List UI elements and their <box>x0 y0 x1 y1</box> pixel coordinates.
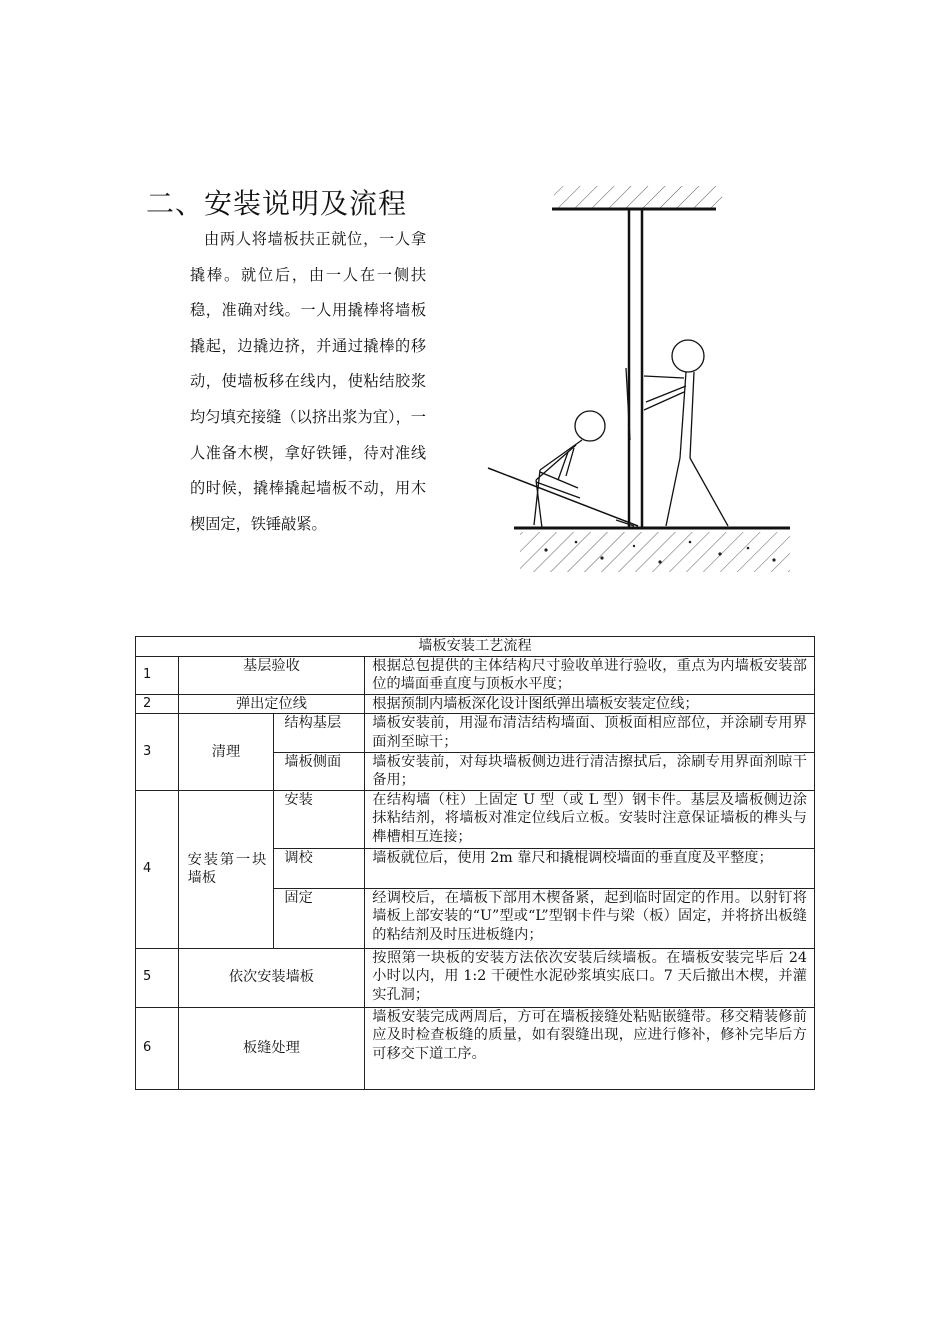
step-name: 板缝处理 <box>178 1007 365 1089</box>
step-description: 墙板就位后，使用 2m 靠尺和撬棍调校墙面的垂直度及平整度； <box>365 848 815 888</box>
ceiling-slab <box>554 186 722 208</box>
sub-step-name: 结构基层 <box>274 714 365 752</box>
step-description: 经调校后，在墙板下部用木楔备紧，起到临时固定的作用。以射钉将墙板上部安装的“U”型或“L”型钢卡件与梁（板）固定，并将挤出板缝的粘结剂及时压进板缝内； <box>365 888 815 948</box>
table-row <box>136 948 815 1007</box>
step-name: 基层验收 <box>178 656 365 694</box>
step-number: 6 <box>136 1007 179 1089</box>
crouching-worker <box>534 411 605 528</box>
step-number: 2 <box>136 694 179 714</box>
step-number: 3 <box>136 714 179 790</box>
floor-slab <box>520 532 790 572</box>
step-description: 按照第一块板的安装方法依次安装后续墙板。在墙板安装完毕后 24 小时以内，用 1:2 干硬性水泥砂浆填实底口。7 天后撤出木楔，并灌实孔洞； <box>365 948 815 1007</box>
sub-step-name: 安装 <box>274 790 365 848</box>
table-title: 墙板安装工艺流程 <box>136 637 815 657</box>
step-name: 安装第一块墙板 <box>178 790 274 948</box>
table-title-row <box>136 637 815 657</box>
step-name: 依次安装墙板 <box>178 948 365 1007</box>
table-row <box>136 694 815 714</box>
step-number: 5 <box>136 948 179 1007</box>
table-row <box>136 714 815 752</box>
section-heading: 二、安装说明及流程 <box>146 187 408 220</box>
step-description: 墙板安装前，对每块墙板侧边进行清洁擦拭后，涂刷专用界面剂晾干备用； <box>365 752 815 790</box>
table-row <box>136 656 815 694</box>
sub-step-name: 调校 <box>274 848 365 888</box>
step-name: 清理 <box>178 714 274 790</box>
sub-step-name: 墙板侧面 <box>274 752 365 790</box>
crowbar <box>488 468 638 526</box>
step-description: 在结构墙（柱）上固定 U 型（或 L 型）钢卡件。基层及墙板侧边涂抹粘结剂，将墙板对准定位线后立板。安装时注意保证墙板的榫头与榫槽相互连接； <box>365 790 815 848</box>
step-name: 弹出定位线 <box>178 694 365 714</box>
table-row <box>136 1007 815 1089</box>
install-process-table <box>135 636 815 1090</box>
step-description: 根据预制内墙板深化设计图纸弹出墙板安装定位线； <box>365 694 815 714</box>
table-row <box>136 790 815 848</box>
install-description: 由两人将墙板扶正就位，一人拿撬棒。就位后，由一人在一侧扶稳，准确对线。一人用撬棒将墙板撬起，边撬边挤，并通过撬棒的移动，使墙板移在线内，使粘结胶浆均匀填充接缝（以挤出浆为宜），一人准备木楔，拿好铁锤，待对准线的时候，撬棒撬起墙板不动，用木楔固定，铁锤敲紧。 <box>190 230 426 533</box>
step-description: 墙板安装前，用湿布清洁结构墙面、顶板面相应部位，并涂刷专用界面剂至晾干； <box>365 714 815 752</box>
step-number: 1 <box>136 656 179 694</box>
step-description: 根据总包提供的主体结构尺寸验收单进行验收，重点为内墙板安装部位的墙面垂直度与顶板水平度； <box>365 656 815 694</box>
sub-step-name: 固定 <box>274 888 365 948</box>
installation-illustration <box>484 180 794 580</box>
step-description: 墙板安装完成两周后，方可在墙板接缝处粘贴嵌缝带。移交精装修前应及时检查板缝的质量，如有裂缝出现，应进行修补，修补完毕后方可移交下道工序。 <box>365 1007 815 1089</box>
step-number: 4 <box>136 790 179 948</box>
